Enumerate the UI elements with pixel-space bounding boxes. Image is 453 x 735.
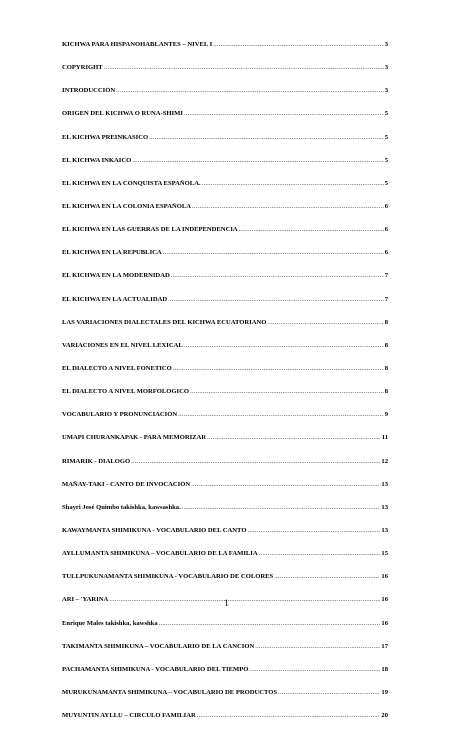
toc-entry-page: 13: [381, 503, 388, 511]
toc-dot-leader: [116, 87, 384, 94]
toc-dot-leader: [168, 296, 384, 303]
toc-entry[interactable]: [62, 458, 388, 481]
toc-entry-page: 7: [384, 272, 388, 280]
toc-entry-page: 20: [381, 712, 388, 720]
toc-entry-title: LAS VARIACIONES DIALECTALES DEL KICHWA ECUATORIANO: [62, 318, 267, 326]
toc-entry-page: 3: [384, 87, 388, 95]
toc-dot-leader: [178, 411, 384, 418]
toc-entry-page: 7: [384, 295, 388, 303]
toc-entry-page: 18: [381, 665, 388, 673]
toc-dot-leader: [213, 41, 384, 48]
toc-entry[interactable]: [62, 504, 388, 527]
table-of-contents: [62, 41, 388, 735]
toc-entry-title: UMAPI CHURANKAPAK - PARA MEMORIZAR: [62, 434, 207, 442]
toc-entry[interactable]: [62, 481, 388, 504]
toc-entry[interactable]: [62, 689, 388, 712]
toc-entry-title: KAWAYMANTA SHIMIKUNA - VOCABULARIO DEL CANTO: [62, 526, 247, 534]
toc-entry[interactable]: [62, 41, 388, 64]
toc-entry-page: 9: [384, 411, 388, 419]
toc-dot-leader: [159, 620, 381, 627]
toc-entry-page: 16: [381, 573, 388, 581]
toc-dot-leader: [207, 434, 381, 441]
toc-entry-page: 8: [384, 388, 388, 396]
toc-entry[interactable]: [62, 87, 388, 110]
toc-entry-title: VARIACIONES EN EL NIVEL LEXICAL: [62, 341, 183, 349]
toc-entry-title: EL DIALECTO A NIVEL FONETICO: [62, 364, 172, 372]
toc-entry-title: EL KICHWA EN LAS GUERRAS DE LA INDEPENDENCIA: [62, 226, 238, 234]
toc-entry[interactable]: [62, 64, 388, 87]
toc-dot-leader: [197, 712, 381, 719]
toc-entry[interactable]: [62, 712, 388, 735]
toc-dot-leader: [267, 319, 383, 326]
toc-entry[interactable]: [62, 620, 388, 643]
toc-entry-title: TAKIMANTA SHIMIKUNA – VOCABULARIO DE LA CANCION: [62, 642, 255, 650]
toc-entry[interactable]: [62, 272, 388, 295]
toc-dot-leader: [104, 64, 384, 71]
toc-dot-leader: [184, 342, 384, 349]
toc-entry[interactable]: [62, 666, 388, 689]
toc-entry-title: Shayri José Quimbo takishka, kawsashka.: [62, 503, 181, 511]
toc-dot-leader: [132, 157, 383, 164]
toc-dot-leader: [191, 481, 380, 488]
toc-entry-page: 13: [381, 480, 388, 488]
toc-entry-page: 17: [381, 642, 388, 650]
toc-entry-page: 8: [384, 318, 388, 326]
toc-dot-leader: [192, 203, 384, 210]
toc-dot-leader: [184, 110, 384, 117]
toc-dot-leader: [131, 458, 380, 465]
toc-entry-title: EL KICHWA EN LA COLONIA ESPAÑOLA: [62, 202, 192, 210]
toc-entry-page: 3: [384, 41, 388, 48]
toc-entry-title: TULLPUKUNAMANTA SHIMIKUNA - VOCABULARIO DE COLORES: [62, 573, 274, 581]
toc-entry-title: EL KICHWA INKAICO: [62, 156, 132, 164]
toc-entry-page: 16: [381, 596, 388, 604]
toc-entry-page: 12: [381, 457, 388, 465]
toc-entry-title: EL KICHWA EN LA MODERNIDAD: [62, 272, 170, 280]
toc-dot-leader: [255, 643, 380, 650]
toc-entry[interactable]: [62, 180, 388, 203]
toc-entry-title: MURUKUNAMANTA SHIMIKUNA – VOCABULARIO DE PRODUCTOS: [62, 688, 278, 696]
page-number: 1: [224, 598, 229, 608]
toc-entry[interactable]: [62, 296, 388, 319]
toc-entry[interactable]: [62, 203, 388, 226]
toc-entry[interactable]: [62, 134, 388, 157]
toc-entry[interactable]: [62, 527, 388, 550]
toc-entry-page: 6: [384, 202, 388, 210]
toc-dot-leader: [182, 504, 381, 511]
toc-entry-title: EL KICHWA EN LA CONQUISTA ESPAÑOLA.: [62, 179, 201, 187]
toc-entry-title: EL KICHWA EN LA ACTUALIDAD: [62, 295, 168, 303]
toc-entry-title: ORIGEN DEL KICHWA O RUNA-SHIMI: [62, 110, 183, 118]
toc-entry[interactable]: [62, 365, 388, 388]
toc-entry[interactable]: [62, 319, 388, 342]
toc-entry[interactable]: [62, 434, 388, 457]
toc-dot-leader: [274, 573, 380, 580]
toc-entry-page: 5: [384, 156, 388, 164]
toc-dot-leader: [247, 527, 380, 534]
toc-dot-leader: [171, 272, 384, 279]
toc-entry-page: 6: [384, 226, 388, 234]
toc-entry-title: PACHAMANTA SHIMIKUNA - VOCABULARIO DEL TIEMPO: [62, 665, 249, 673]
toc-dot-leader: [149, 134, 384, 141]
toc-entry[interactable]: [62, 573, 388, 596]
toc-entry-page: 8: [384, 341, 388, 349]
toc-dot-leader: [173, 365, 384, 372]
toc-entry[interactable]: [62, 226, 388, 249]
toc-entry-title: RIMARIK - DIALOGO: [62, 457, 131, 465]
toc-entry-title: MUYUNTIN AYLLU – CIRCULO FAMILIAR: [62, 712, 196, 720]
toc-entry-page: 19: [381, 688, 388, 696]
toc-entry-title: EL DIALECTO A NIVEL MORFOLOGICO: [62, 388, 190, 396]
toc-entry-title: EL KICHWA EN LA REPUBLICA: [62, 249, 162, 257]
toc-dot-leader: [202, 180, 384, 187]
toc-entry-title: ARI – 'YARINA: [62, 596, 109, 604]
toc-entry-title: EL KICHWA PREINKASICO: [62, 133, 149, 141]
toc-dot-leader: [239, 226, 384, 233]
toc-entry[interactable]: [62, 550, 388, 573]
toc-entry-title: Enrique Males takishka, kawshka: [62, 619, 158, 627]
toc-entry[interactable]: [62, 411, 388, 434]
toc-entry-title: COPYRIGHT: [62, 64, 103, 72]
toc-entry-page: 5: [384, 110, 388, 118]
toc-entry-page: 11: [381, 434, 388, 442]
toc-entry[interactable]: [62, 110, 388, 133]
toc-dot-leader: [163, 249, 384, 256]
toc-entry[interactable]: [62, 342, 388, 365]
toc-entry-title: AYLLUMANTA SHIMIKUNA – VOCABULARIO DE LA FAMILIA: [62, 550, 258, 558]
toc-entry-title: INTRODUCCIÓN: [62, 87, 116, 95]
toc-entry[interactable]: [62, 643, 388, 666]
toc-entry-title: KICHWA PARA HISPANOHABLANTES – NIVEL I: [62, 41, 213, 48]
toc-entry-title: VOCABULARIO Y PRONUNCIACIÓN: [62, 411, 178, 419]
toc-dot-leader: [190, 388, 384, 395]
toc-entry-page: 13: [381, 526, 388, 534]
toc-dot-leader: [259, 550, 381, 557]
toc-entry-page: 16: [381, 619, 388, 627]
toc-entry[interactable]: [62, 157, 388, 180]
toc-entry[interactable]: [62, 249, 388, 272]
toc-entry-page: 5: [384, 179, 388, 187]
toc-entry-page: 15: [381, 550, 388, 558]
toc-dot-leader: [249, 666, 380, 673]
toc-entry-page: 5: [384, 133, 388, 141]
toc-dot-leader: [278, 689, 380, 696]
toc-entry-page: 8: [384, 364, 388, 372]
toc-entry-title: MAÑAY-TAKI - CANTO DE INVOCACIÓN: [62, 480, 191, 488]
toc-entry-page: 3: [384, 64, 388, 72]
toc-entry[interactable]: [62, 388, 388, 411]
toc-entry-page: 6: [384, 249, 388, 257]
